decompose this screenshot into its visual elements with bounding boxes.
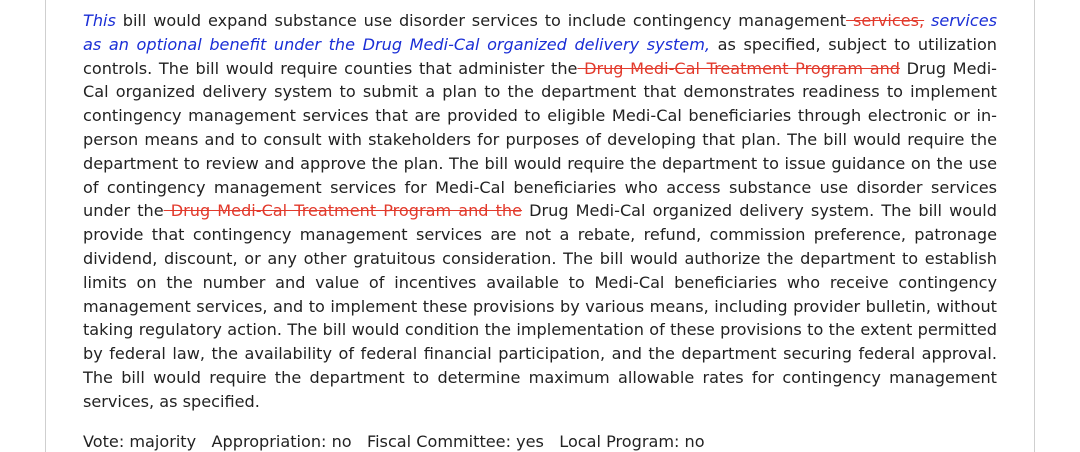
digest-text: Drug Medi-Cal organized delivery system. The bill would provide that contingency management services are not a rebate, refund, commission preference, patronage dividend, discount, or any other gratuitous consideration. The bill would authorize the department to establish limits on the number and value of incentives available to Medi-Cal beneficiaries who receive contingency management services, and to implement these provisions by various means, including provider bulletin, without taking regulatory action. The bill would condition the implementation of these provisions to the extent permitted by federal law, the availability of federal financial participation, and the department securing federal approval. The bill would require the department to determine maximum allowable rates for contingency management services, as specified. <box>83 201 997 411</box>
appropriation-status: Appropriation: no <box>211 432 352 451</box>
deleted-text: Drug Medi-Cal Treatment Program and <box>577 58 900 78</box>
deleted-text: Drug Medi-Cal Treatment Program and the <box>163 201 523 221</box>
legislative-digest-paragraph <box>83 9 997 414</box>
digest-text: Drug Medi-Cal organized delivery system to submit a plan to the department that demonstrates readiness to implement contingency management services that are provided to eligible Medi-Cal beneficiaries through electronic or in-person means and to consult with stakeholders for purposes of developing that plan. The bill would require the department to review and approve the plan. The bill would require the department to issue guidance on the use of contingency management services for Medi-Cal beneficiaries who access substance use disorder services under the <box>83 58 997 221</box>
inserted-text: This <box>83 11 116 30</box>
digest-text: bill would expand substance use disorder services to include contingency management <box>115 11 847 30</box>
vote-summary <box>83 432 705 452</box>
vote-type: Vote: majority <box>83 432 197 451</box>
local-program-status: Local Program: no <box>559 432 705 451</box>
deleted-text: services, <box>846 11 925 30</box>
digest-text: as specified, subject to utilization controls. The bill would require counties that administer the <box>83 34 997 78</box>
fiscal-committee-status: Fiscal Committee: yes <box>367 432 544 451</box>
inserted-text: services as an optional benefit under the Drug Medi-Cal organized delivery system, <box>83 11 998 54</box>
